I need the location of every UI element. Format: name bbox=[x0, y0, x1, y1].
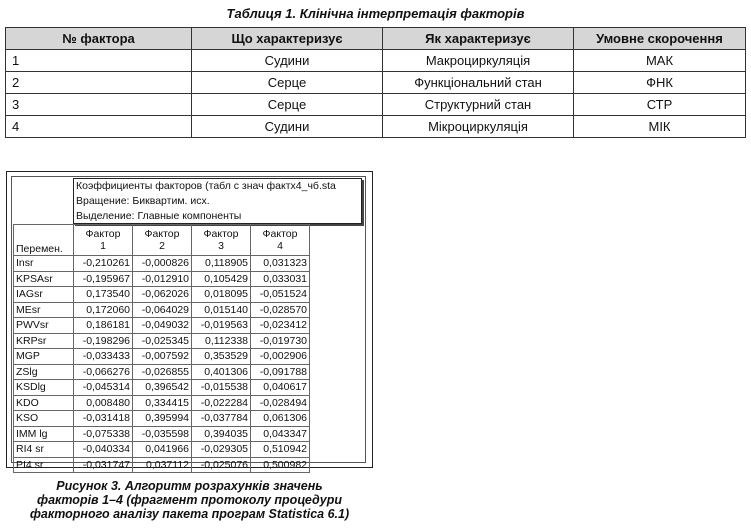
table1-row bbox=[6, 94, 746, 116]
col-header-factor-4: Фактор 4 bbox=[251, 225, 310, 256]
coefficient-cell: 0,394035 bbox=[192, 426, 251, 442]
table1-cell: Серце bbox=[192, 72, 383, 94]
coefficient-cell: 0,353529 bbox=[192, 349, 251, 365]
col-header-factor-1: Фактор 1 bbox=[74, 225, 133, 256]
coefficient-cell: 0,015140 bbox=[192, 302, 251, 318]
table1-cell: Функціональний стан bbox=[383, 72, 574, 94]
coefficient-cell: -0,198296 bbox=[74, 333, 133, 349]
coefficient-cell: 0,105429 bbox=[192, 271, 251, 287]
coefficient-cell: 0,186181 bbox=[74, 318, 133, 334]
coefficient-cell: -0,019730 bbox=[251, 333, 310, 349]
col-header-factor-3: Фактор 3 bbox=[192, 225, 251, 256]
coefficient-cell: -0,019563 bbox=[192, 318, 251, 334]
table1-cell: Структурний стан bbox=[383, 94, 574, 116]
variable-label: PI4 sr bbox=[14, 457, 74, 473]
table1-cell: 2 bbox=[6, 72, 192, 94]
coefficient-cell: -0,025345 bbox=[133, 333, 192, 349]
table1-cell: МІК bbox=[574, 116, 746, 138]
coefficient-cell: -0,051524 bbox=[251, 287, 310, 303]
stat-row bbox=[14, 395, 310, 411]
variable-label: PWVsr bbox=[14, 318, 74, 334]
stat-row bbox=[14, 457, 310, 473]
coefficient-cell: -0,015538 bbox=[192, 380, 251, 396]
coefficient-cell: -0,035598 bbox=[133, 426, 192, 442]
coefficient-cell: -0,026855 bbox=[133, 364, 192, 380]
coefficient-cell: -0,007592 bbox=[133, 349, 192, 365]
table1-cell: СТР bbox=[574, 94, 746, 116]
col-header-factor-no: № фактора bbox=[6, 28, 192, 50]
table1-row bbox=[6, 72, 746, 94]
coefficient-cell: 0,510942 bbox=[251, 442, 310, 458]
coefficient-cell: 0,040617 bbox=[251, 380, 310, 396]
coefficient-cell: 0,395994 bbox=[133, 411, 192, 427]
table1-cell: Макроциркуляція bbox=[383, 50, 574, 72]
coefficient-cell: -0,091788 bbox=[251, 364, 310, 380]
info-line-title: Коэффициенты факторов (табл с знач фактх4_чб.sta bbox=[76, 180, 336, 192]
variable-label: ZSlg bbox=[14, 364, 74, 380]
caption-line-2: факторів 1–4 (фрагмент протоколу процедури bbox=[37, 493, 342, 507]
variable-label: RI4 sr bbox=[14, 442, 74, 458]
coefficient-cell: -0,031747 bbox=[74, 457, 133, 473]
coefficient-cell: -0,064029 bbox=[133, 302, 192, 318]
coefficient-cell: 0,031323 bbox=[251, 256, 310, 272]
table1-cell: Судини bbox=[192, 116, 383, 138]
coefficient-cell: -0,195967 bbox=[74, 271, 133, 287]
variable-label: Insr bbox=[14, 256, 74, 272]
stat-row bbox=[14, 349, 310, 365]
coefficient-cell: 0,033031 bbox=[251, 271, 310, 287]
table1-title: Таблиця 1. Клінічна інтерпретація факторів bbox=[226, 6, 525, 21]
statistica-info-box bbox=[73, 178, 362, 224]
statistica-spreadsheet bbox=[11, 176, 366, 471]
table1-row bbox=[6, 116, 746, 138]
factor-interpretation-table bbox=[5, 27, 746, 138]
table1-cell: МАК bbox=[574, 50, 746, 72]
variable-label: IMM lg bbox=[14, 426, 74, 442]
coefficient-cell: -0,033433 bbox=[74, 349, 133, 365]
coefficient-cell: -0,045314 bbox=[74, 380, 133, 396]
coefficient-cell: -0,031418 bbox=[74, 411, 133, 427]
stat-header-row bbox=[14, 225, 310, 256]
coefficient-cell: -0,066276 bbox=[74, 364, 133, 380]
coefficient-cell: -0,075338 bbox=[74, 426, 133, 442]
figure-caption bbox=[6, 479, 373, 521]
coefficient-cell: -0,037784 bbox=[192, 411, 251, 427]
table1-cell: ФНК bbox=[574, 72, 746, 94]
factor-coefficients-table bbox=[13, 224, 310, 473]
coefficient-cell: -0,029305 bbox=[192, 442, 251, 458]
stat-row bbox=[14, 426, 310, 442]
table1-cell: 4 bbox=[6, 116, 192, 138]
coefficient-cell: -0,049032 bbox=[133, 318, 192, 334]
variable-label: KDO bbox=[14, 395, 74, 411]
variable-label: KPSAsr bbox=[14, 271, 74, 287]
variable-label: KSDlg bbox=[14, 380, 74, 396]
stat-row bbox=[14, 411, 310, 427]
stat-row bbox=[14, 318, 310, 334]
coefficient-cell: -0,022284 bbox=[192, 395, 251, 411]
coefficient-cell: 0,018095 bbox=[192, 287, 251, 303]
stat-row bbox=[14, 364, 310, 380]
coefficient-cell: -0,000826 bbox=[133, 256, 192, 272]
coefficient-cell: 0,041966 bbox=[133, 442, 192, 458]
table1-cell: Серце bbox=[192, 94, 383, 116]
info-line-rotation: Вращение: Биквартим. исх. bbox=[76, 195, 210, 207]
row-header-variable: Перемен. bbox=[14, 225, 74, 256]
coefficient-cell: 0,008480 bbox=[74, 395, 133, 411]
coefficient-cell: 0,396542 bbox=[133, 380, 192, 396]
table1-cell: 1 bbox=[6, 50, 192, 72]
coefficient-cell: -0,040334 bbox=[74, 442, 133, 458]
coefficient-cell: -0,062026 bbox=[133, 287, 192, 303]
coefficient-cell: 0,043347 bbox=[251, 426, 310, 442]
stat-row bbox=[14, 442, 310, 458]
info-line-extraction: Выделение: Главные компоненты bbox=[76, 210, 242, 222]
coefficient-cell: 0,334415 bbox=[133, 395, 192, 411]
table1-header-row bbox=[6, 28, 746, 50]
statistica-output-fragment bbox=[6, 171, 373, 471]
variable-label: MGP bbox=[14, 349, 74, 365]
coefficient-cell: 0,061306 bbox=[251, 411, 310, 427]
stat-row bbox=[14, 333, 310, 349]
variable-label: MEsr bbox=[14, 302, 74, 318]
coefficient-cell: -0,025076 bbox=[192, 457, 251, 473]
coefficient-cell: 0,037112 bbox=[133, 457, 192, 473]
stat-row bbox=[14, 380, 310, 396]
coefficient-cell: 0,401306 bbox=[192, 364, 251, 380]
stat-row bbox=[14, 287, 310, 303]
coefficient-cell: -0,028494 bbox=[251, 395, 310, 411]
coefficient-cell: -0,002906 bbox=[251, 349, 310, 365]
stat-row bbox=[14, 302, 310, 318]
table1-row bbox=[6, 50, 746, 72]
coefficient-cell: -0,012910 bbox=[133, 271, 192, 287]
stat-row bbox=[14, 256, 310, 272]
coefficient-cell: 0,112338 bbox=[192, 333, 251, 349]
coefficient-cell: -0,210261 bbox=[74, 256, 133, 272]
table1-cell: Судини bbox=[192, 50, 383, 72]
col-header-abbrev: Умовне скорочення bbox=[574, 28, 746, 50]
caption-line-3: факторного аналізу пакета програм Statistica 6.1) bbox=[29, 507, 350, 521]
variable-label: KRPsr bbox=[14, 333, 74, 349]
col-header-how: Як характеризує bbox=[383, 28, 574, 50]
coefficient-cell: -0,023412 bbox=[251, 318, 310, 334]
coefficient-cell: 0,118905 bbox=[192, 256, 251, 272]
table1-cell: Мікроциркуляція bbox=[383, 116, 574, 138]
col-header-factor-2: Фактор 2 bbox=[133, 225, 192, 256]
variable-label: IAGsr bbox=[14, 287, 74, 303]
table1-cell: 3 bbox=[6, 94, 192, 116]
coefficient-cell: 0,172060 bbox=[74, 302, 133, 318]
coefficient-cell: -0,028570 bbox=[251, 302, 310, 318]
col-header-what: Що характеризує bbox=[192, 28, 383, 50]
coefficient-cell: 0,500982 bbox=[251, 457, 310, 473]
caption-line-1: Рисунок 3. Алгоритм розрахунків значень bbox=[56, 479, 323, 493]
variable-label: KSO bbox=[14, 411, 74, 427]
stat-row bbox=[14, 271, 310, 287]
coefficient-cell: 0,173540 bbox=[74, 287, 133, 303]
